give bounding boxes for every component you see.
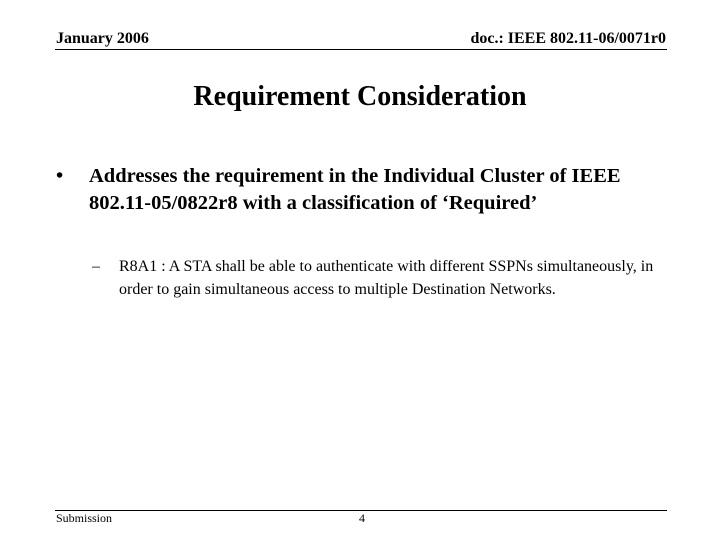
header-date: January 2006 — [56, 30, 149, 47]
bullet-item — [56, 163, 666, 217]
bullet-text: Addresses the requirement in the Individual Cluster of IEEE 802.11-05/0822r8 with a classification of ‘Required’ — [89, 165, 621, 214]
header-doc-id: doc.: IEEE 802.11-06/0071r0 — [470, 30, 666, 47]
sub-bullet-item — [92, 255, 658, 301]
slide-title: Requirement Consideration — [193, 81, 527, 112]
sub-bullet-text: R8A1 : A STA shall be able to authenticate with different SSPNs simultaneously, in order to gain simultaneous access to multiple Destination Networks. — [119, 258, 654, 298]
sub-bullet-marker: – — [92, 258, 100, 275]
header-divider — [55, 49, 667, 50]
footer-submission: Submission — [56, 511, 113, 525]
bullet-marker: • — [56, 165, 64, 187]
page-number: 4 — [359, 511, 365, 525]
